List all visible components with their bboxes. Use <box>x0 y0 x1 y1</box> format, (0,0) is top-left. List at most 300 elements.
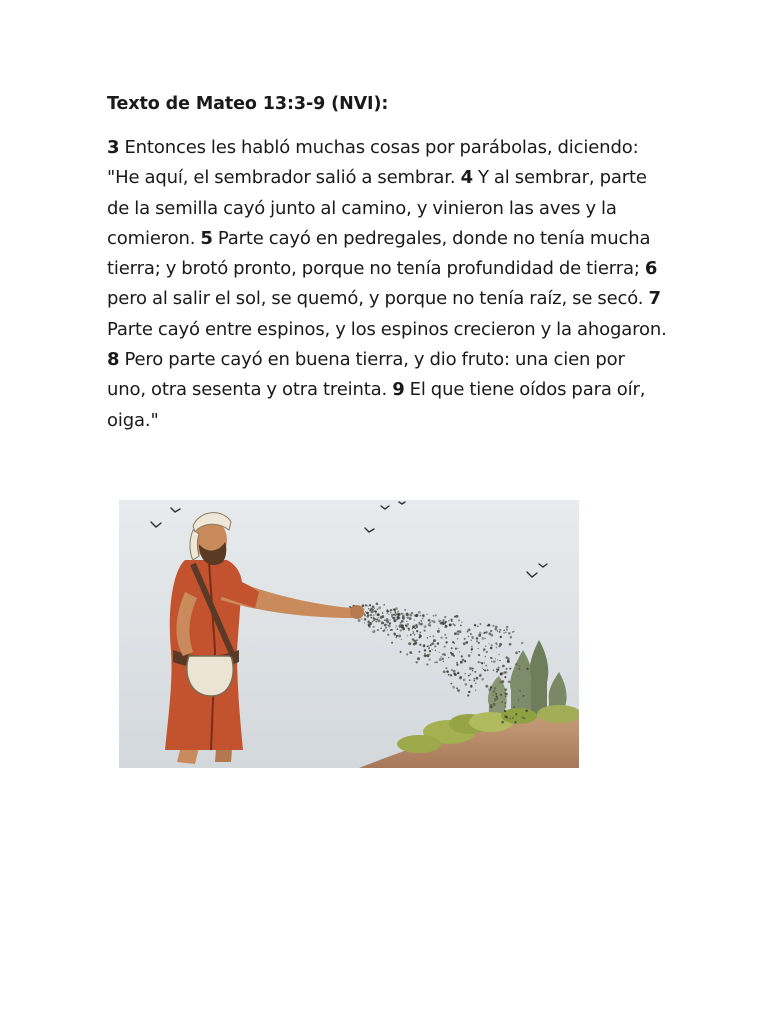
seed <box>365 611 366 612</box>
seed <box>445 667 447 669</box>
seed <box>391 616 392 617</box>
seed <box>484 638 485 639</box>
seed <box>367 612 369 614</box>
seed <box>369 622 372 625</box>
seed <box>526 668 528 670</box>
seed <box>435 614 437 616</box>
seed <box>375 613 376 614</box>
seed <box>476 640 478 642</box>
verse-number: 7 <box>648 288 661 310</box>
seed <box>364 618 367 621</box>
seed <box>387 629 388 630</box>
seed <box>505 632 506 633</box>
seed <box>488 688 491 691</box>
seed <box>474 625 476 627</box>
seed <box>500 636 502 638</box>
seed <box>380 616 383 619</box>
seed <box>505 671 508 674</box>
seed <box>416 661 418 663</box>
seed <box>496 647 498 649</box>
seed <box>444 616 446 618</box>
seed <box>418 651 420 653</box>
seed <box>445 641 447 643</box>
seed <box>523 717 525 719</box>
seed <box>420 632 421 633</box>
verse-text: Y al sembrar, parte de la semilla cayó junto al camino, y vinieron las aves y la comieron. <box>107 167 647 249</box>
seed <box>460 661 463 664</box>
seed <box>420 615 422 617</box>
seed <box>412 625 415 628</box>
seed <box>493 703 496 706</box>
seed <box>414 634 415 635</box>
seed <box>481 678 484 681</box>
seed <box>468 691 470 693</box>
seed <box>472 670 473 671</box>
seed <box>398 635 401 638</box>
seed <box>491 661 493 663</box>
seed <box>482 637 485 640</box>
seed <box>471 646 473 648</box>
seed <box>472 668 474 670</box>
seed <box>401 613 403 615</box>
seed <box>457 689 460 692</box>
seed <box>456 662 458 664</box>
verse-number: 3 <box>107 137 120 158</box>
seed <box>372 606 375 609</box>
seed <box>372 626 374 628</box>
seed <box>364 622 365 623</box>
seed <box>416 630 418 632</box>
seed <box>507 657 510 660</box>
seed <box>446 670 449 673</box>
seed <box>434 645 436 647</box>
seed <box>451 675 452 676</box>
seed <box>477 626 479 628</box>
seed <box>367 605 368 606</box>
seed <box>478 642 480 644</box>
verse-number: 8 <box>107 349 120 371</box>
seed <box>464 673 465 674</box>
seed <box>490 686 493 689</box>
seed <box>468 629 470 631</box>
seed <box>365 604 367 606</box>
seed <box>372 621 374 623</box>
seed <box>503 630 505 632</box>
seed <box>375 621 377 623</box>
seed <box>424 625 427 628</box>
seed <box>412 639 413 640</box>
seed <box>502 665 505 668</box>
seed <box>423 616 425 618</box>
seed <box>471 636 474 639</box>
seed <box>416 615 418 617</box>
seed <box>477 648 478 649</box>
verse-text: Parte cayó entre espinos, y los espinos crecieron y la ahogaron. <box>107 318 667 340</box>
seed <box>490 630 492 632</box>
seed <box>499 643 502 646</box>
seed <box>396 614 398 616</box>
seed <box>481 662 483 664</box>
seed <box>361 618 363 620</box>
seed <box>499 681 501 683</box>
seed <box>450 683 452 685</box>
seed <box>392 617 394 619</box>
seed <box>494 700 495 701</box>
seed <box>456 615 459 618</box>
seed <box>512 717 514 719</box>
seed <box>443 661 444 662</box>
seed <box>377 608 379 610</box>
seed <box>495 695 497 697</box>
seed <box>521 642 523 644</box>
seed <box>487 669 489 671</box>
seed <box>418 611 421 614</box>
seed <box>471 640 472 641</box>
seed <box>440 637 442 639</box>
seed <box>496 668 498 670</box>
seed <box>451 647 453 649</box>
seed <box>378 619 381 622</box>
seed <box>474 671 476 673</box>
seed <box>382 612 384 614</box>
seed <box>459 651 461 653</box>
seed <box>440 656 441 657</box>
seed <box>451 669 453 671</box>
seed <box>491 644 493 646</box>
seed <box>407 635 409 637</box>
seed <box>374 610 376 612</box>
seed <box>401 639 403 641</box>
seed <box>485 656 486 657</box>
seed <box>485 631 488 634</box>
seed <box>464 660 466 662</box>
seed <box>384 619 386 621</box>
seed <box>468 654 471 657</box>
seed <box>420 623 423 626</box>
seed <box>505 696 507 698</box>
seed <box>509 668 511 670</box>
seed <box>417 657 420 660</box>
seed <box>453 670 456 673</box>
seed <box>396 616 399 619</box>
seed <box>515 652 518 655</box>
seed <box>429 658 431 660</box>
seed <box>444 653 447 656</box>
seed <box>406 653 408 655</box>
seed <box>480 623 482 625</box>
sower-illustration <box>119 500 579 768</box>
seed <box>467 694 469 696</box>
seed <box>522 717 524 719</box>
seed <box>451 621 452 622</box>
seed <box>484 662 485 663</box>
seed <box>456 664 458 666</box>
seed <box>433 639 436 642</box>
seed <box>428 619 431 622</box>
seed <box>486 625 488 627</box>
seed <box>393 614 394 615</box>
seed <box>475 683 476 684</box>
seed <box>400 629 402 631</box>
seed <box>437 630 440 633</box>
seed <box>463 642 466 645</box>
seed <box>428 647 430 649</box>
seed <box>390 609 392 611</box>
seed <box>426 663 428 665</box>
seed <box>476 677 479 680</box>
seed <box>440 620 442 622</box>
seed <box>474 680 476 682</box>
seed <box>377 617 378 618</box>
seed <box>429 621 431 623</box>
seed <box>369 604 371 606</box>
seed <box>424 649 427 652</box>
seed <box>416 624 418 626</box>
seed <box>387 613 388 614</box>
seed <box>370 617 372 619</box>
seed <box>394 612 396 614</box>
verse-text: Pero parte cayó en buena tierra, y dio fruto: una cien por uno, otra sesenta y otra treinta. <box>107 349 625 401</box>
seed <box>388 625 391 628</box>
verse-text: El que tiene oídos para oír, oiga." <box>107 379 646 431</box>
seed <box>480 634 481 635</box>
seed <box>411 653 413 655</box>
seed <box>403 613 404 614</box>
seed <box>452 623 454 625</box>
seed <box>470 685 472 687</box>
seed <box>397 611 398 612</box>
seed <box>493 660 496 663</box>
seed <box>500 674 501 675</box>
seed <box>506 629 508 631</box>
seed <box>391 629 393 631</box>
seed <box>492 695 493 696</box>
seed <box>497 659 498 660</box>
seed <box>406 613 409 616</box>
seed <box>501 680 504 683</box>
seed <box>428 645 429 646</box>
seed <box>458 619 460 621</box>
seed <box>429 650 431 652</box>
verse-number: 5 <box>200 227 213 249</box>
seed <box>383 604 385 606</box>
seed <box>483 650 484 651</box>
seed <box>402 615 405 618</box>
seed <box>396 635 398 637</box>
seed <box>455 648 457 650</box>
seed <box>514 631 515 632</box>
seed <box>418 622 420 624</box>
seed <box>427 645 429 647</box>
seed <box>380 627 382 629</box>
seed <box>519 665 520 666</box>
seed <box>496 671 498 673</box>
seed <box>445 625 447 627</box>
seed <box>388 614 389 615</box>
seed <box>471 649 473 651</box>
seed <box>452 686 455 689</box>
seed <box>433 615 435 617</box>
seed <box>469 679 471 681</box>
seed <box>467 631 469 633</box>
seed <box>457 630 459 632</box>
seed <box>408 642 411 645</box>
seed <box>496 644 497 645</box>
seed <box>506 626 509 629</box>
seed <box>439 658 442 661</box>
seed <box>368 625 371 628</box>
seed <box>424 630 426 632</box>
verse-number: 4 <box>460 167 473 189</box>
seed <box>438 619 439 620</box>
seed <box>423 644 425 646</box>
scripture-passage <box>107 133 667 436</box>
seed <box>414 619 415 620</box>
seed <box>389 610 390 611</box>
seed <box>400 651 402 653</box>
seed <box>413 643 416 646</box>
seed <box>415 640 417 642</box>
seed <box>432 635 434 637</box>
seed <box>508 632 511 635</box>
seed <box>433 620 436 623</box>
seed <box>478 654 480 656</box>
seed <box>373 614 375 616</box>
seed <box>435 650 436 651</box>
seed <box>495 693 497 695</box>
seed <box>483 669 484 670</box>
seed <box>497 630 498 631</box>
seed <box>504 715 507 718</box>
seed <box>488 643 489 644</box>
seed <box>387 634 389 636</box>
seed <box>457 638 458 639</box>
seed <box>397 628 399 630</box>
verse-number: 9 <box>392 379 405 401</box>
seed <box>422 618 424 620</box>
seed <box>494 687 496 689</box>
seed <box>490 704 491 705</box>
seed <box>414 628 416 630</box>
seed <box>390 612 391 613</box>
seed <box>448 620 450 622</box>
seed <box>364 614 366 616</box>
seed <box>442 621 445 624</box>
seed <box>508 681 511 684</box>
seed <box>479 674 482 677</box>
seed <box>401 620 403 622</box>
seed <box>419 633 421 635</box>
seed <box>406 625 408 627</box>
seed <box>522 695 524 697</box>
seed <box>485 685 488 688</box>
seed <box>453 655 455 657</box>
seed <box>495 658 496 659</box>
seed <box>436 661 438 663</box>
seed <box>518 651 520 653</box>
seed <box>444 645 446 647</box>
seed <box>432 649 433 650</box>
seed <box>473 678 475 680</box>
seed <box>488 632 491 635</box>
seed <box>465 683 468 686</box>
seed <box>443 670 446 673</box>
seed <box>450 619 452 621</box>
seed <box>395 625 397 627</box>
seed <box>389 619 391 621</box>
seed <box>394 634 396 636</box>
seed <box>442 658 444 660</box>
seed <box>408 628 410 630</box>
seed <box>372 609 373 610</box>
seed <box>457 672 459 674</box>
seed <box>444 621 446 623</box>
document-heading: Texto de Mateo 13:3-9 (NVI): <box>107 94 389 114</box>
seed <box>406 621 407 622</box>
verse-text: Entonces les habló muchas cosas por parábolas, diciendo: "He aquí, el sembrador salió a sembrar. <box>107 137 639 189</box>
seed <box>389 622 391 624</box>
seed <box>493 690 495 692</box>
seed <box>515 663 517 665</box>
seed <box>525 710 528 713</box>
seed <box>368 621 370 623</box>
seed <box>498 654 500 656</box>
seed <box>386 620 387 621</box>
seed <box>471 652 473 654</box>
seed <box>504 676 506 678</box>
seed <box>384 629 386 631</box>
seed <box>484 669 486 671</box>
seed <box>514 721 516 723</box>
seed <box>470 673 472 675</box>
seed <box>485 645 487 647</box>
verse-number: 6 <box>644 258 658 280</box>
seed <box>468 675 470 677</box>
seed <box>413 632 415 634</box>
seed <box>486 651 488 653</box>
seed <box>479 632 482 635</box>
seed <box>428 623 431 626</box>
seed <box>454 632 457 635</box>
seed <box>490 647 493 650</box>
seed <box>504 710 506 712</box>
seed <box>420 620 421 621</box>
seed <box>519 668 521 670</box>
seed <box>504 706 506 708</box>
seed <box>469 667 472 670</box>
seed <box>381 623 383 625</box>
seed <box>438 628 439 629</box>
seed <box>429 653 431 655</box>
seed <box>499 660 500 661</box>
seed <box>462 659 465 662</box>
seed <box>427 637 429 639</box>
seed <box>448 674 450 676</box>
seed <box>424 653 426 655</box>
seed <box>387 609 389 611</box>
seed <box>504 688 507 691</box>
seed <box>419 636 421 638</box>
verse-text: Parte cayó en pedregales, donde no tenía mucha tierra; y brotó pronto, porque no tenía profundidad de tierra; <box>107 227 651 280</box>
seed <box>445 637 447 639</box>
seed <box>500 694 502 696</box>
seed <box>493 669 495 671</box>
seed <box>385 626 387 628</box>
seed <box>490 657 491 658</box>
seed <box>444 634 446 636</box>
seed <box>499 631 501 633</box>
seed <box>430 644 432 646</box>
